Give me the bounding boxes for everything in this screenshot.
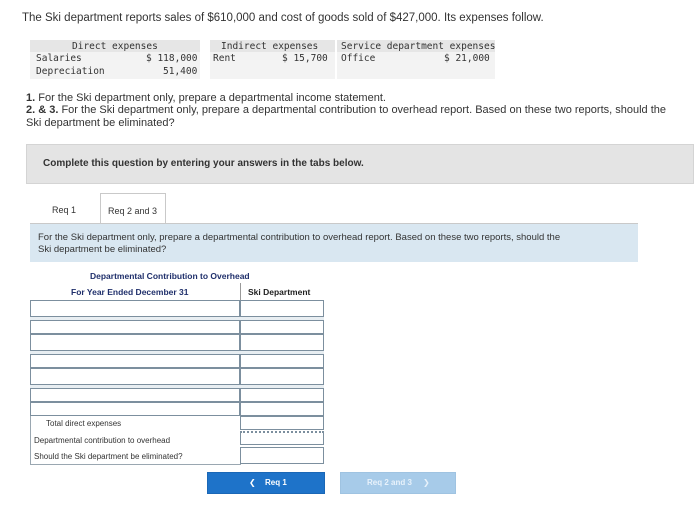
row-2-label-input[interactable] <box>30 320 240 334</box>
banner-text: Complete this question by entering your answers in the tabs below. <box>43 158 364 169</box>
service-expenses-header: Service department expenses <box>341 41 496 52</box>
salaries-label: Salaries <box>36 53 82 64</box>
instructions-banner <box>26 144 694 184</box>
instruction-line-2: Ski department be eliminated? <box>38 243 167 255</box>
depreciation-value: 51,400 <box>163 66 198 77</box>
row-3-label-input[interactable] <box>30 334 240 351</box>
tab-req-1-label: Req 1 <box>52 205 77 215</box>
prev-req-1-button[interactable] <box>207 472 325 494</box>
table-title: Departmental Contribution to Overhead <box>90 271 250 281</box>
row-7-label-input[interactable] <box>30 402 240 416</box>
row-6-value-input[interactable] <box>240 388 324 402</box>
row-5-label-input[interactable] <box>30 368 240 385</box>
chevron-left-icon: ❮ <box>249 478 256 487</box>
contribution-label: Departmental contribution to overhead <box>34 436 171 445</box>
eliminate-select[interactable] <box>240 447 324 464</box>
office-value: $ 21,000 <box>444 53 490 64</box>
row-7-value-input[interactable] <box>240 402 324 416</box>
row-1-value-input[interactable] <box>240 300 324 317</box>
row-2-value-input[interactable] <box>240 320 324 334</box>
office-label: Office <box>341 53 376 64</box>
tab-req-1[interactable] <box>40 193 100 223</box>
problem-intro: The Ski department reports sales of $610,000 and cost of goods sold of $427,000. Its expenses follow. <box>22 12 544 24</box>
tab-instruction <box>30 224 638 262</box>
column-header-ski: Ski Department <box>248 287 311 297</box>
salaries-value: $ 118,000 <box>146 53 198 64</box>
total-direct-input[interactable] <box>240 416 324 430</box>
next-req-2-and-3-button[interactable] <box>340 472 456 494</box>
table-subtitle: For Year Ended December 31 <box>71 287 189 297</box>
row-6-label-input[interactable] <box>30 388 240 402</box>
row-3-value-input[interactable] <box>240 334 324 351</box>
header-divider <box>240 283 241 300</box>
row-5-value-input[interactable] <box>240 368 324 385</box>
prev-button-label: Req 1 <box>265 478 287 487</box>
table-header <box>30 283 324 301</box>
question-2-3: 2. & 3. For the Ski department only, prepare a departmental contribution to overhead report. Based on these two reports, should the <box>26 104 667 116</box>
chevron-right-icon: ❯ <box>423 478 430 487</box>
indirect-expenses-header: Indirect expenses <box>221 41 319 52</box>
next-button-label: Req 2 and 3 <box>367 478 412 487</box>
tab-req-2-and-3-label: Req 2 and 3 <box>108 206 158 216</box>
depreciation-label: Depreciation <box>36 66 105 77</box>
row-4-label-input[interactable] <box>30 354 240 368</box>
row-4-value-input[interactable] <box>240 354 324 368</box>
question-2-3-cont: Ski department be eliminated? <box>26 117 175 129</box>
total-direct-label: Total direct expenses <box>46 419 122 428</box>
instruction-line-1: For the Ski department only, prepare a departmental contribution to overhead report. Based on these two reports, should the <box>38 232 561 243</box>
row-1-label-input[interactable] <box>30 300 240 317</box>
eliminate-label: Should the Ski department be eliminated? <box>34 452 183 461</box>
direct-expenses-header: Direct expenses <box>72 41 158 52</box>
rent-value: $ 15,700 <box>282 53 328 64</box>
question-1: 1. For the Ski department only, prepare a departmental income statement. <box>26 92 386 104</box>
contribution-input[interactable] <box>240 431 324 445</box>
tab-req-2-and-3[interactable] <box>100 193 166 223</box>
rent-label: Rent <box>213 53 236 64</box>
